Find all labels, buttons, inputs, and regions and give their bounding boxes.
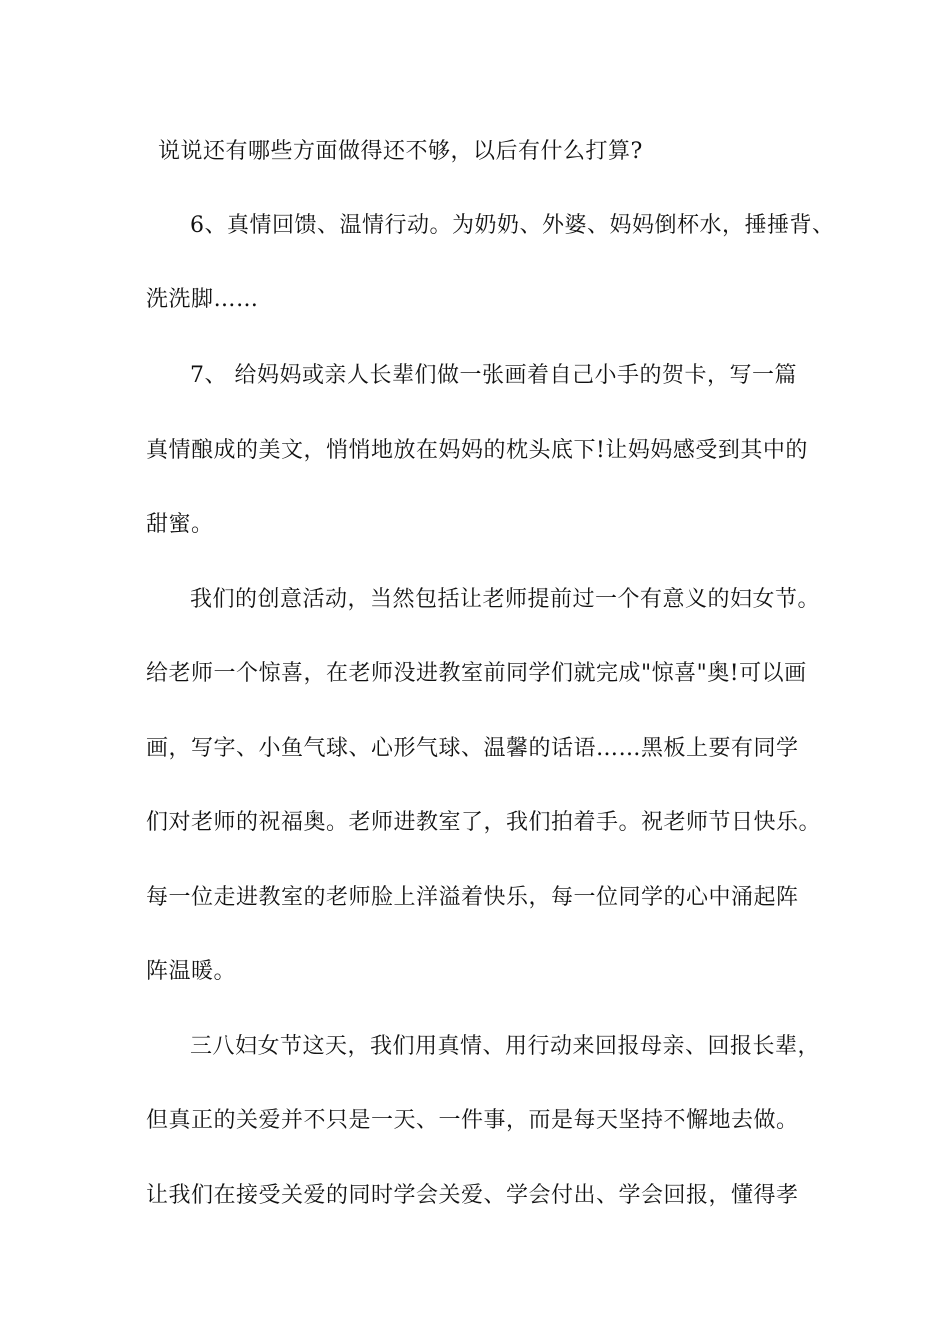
text-line: 每一位走进教室的老师脸上洋溢着快乐，每一位同学的心中涌起阵 (146, 885, 799, 910)
text-line: 们对老师的祝福奥。老师进教室了，我们拍着手。祝老师节日快乐。 (146, 810, 822, 835)
text-line: 三八妇女节这天，我们用真情、用行动来回报母亲、回报长辈， (190, 1034, 821, 1059)
text-line: 说说还有哪些方面做得还不够，以后有什么打算? (158, 139, 643, 164)
text-line: 真情酿成的美文，悄悄地放在妈妈的枕头底下!让妈妈感受到其中的 (146, 438, 808, 463)
text-line: 但真正的关爱并不只是一天、一件事，而是每天坚持不懈地去做。 (146, 1108, 799, 1133)
text-line: 给老师一个惊喜，在老师没进教室前同学们就完成"惊喜"奥!可以画 (146, 661, 807, 686)
text-line: 7、 给妈妈或亲人长辈们做一张画着自己小手的贺卡，写一篇 (190, 363, 797, 388)
text-line: 画，写字、小鱼气球、心形气球、温馨的话语……黑板上要有同学 (146, 736, 799, 761)
text-line: 我们的创意活动，当然包括让老师提前过一个有意义的妇女节。 (190, 587, 821, 612)
text-line: 阵温暖。 (146, 959, 237, 984)
text-line: 让我们在接受关爱的同时学会关爱、学会付出、学会回报，懂得孝 (146, 1183, 799, 1208)
text-line: 洗洗脚…… (146, 287, 259, 312)
text-line: 6、真情回馈、温情行动。为奶奶、外婆、妈妈倒杯水，捶捶背、 (190, 213, 835, 238)
text-line: 甜蜜。 (146, 512, 214, 537)
